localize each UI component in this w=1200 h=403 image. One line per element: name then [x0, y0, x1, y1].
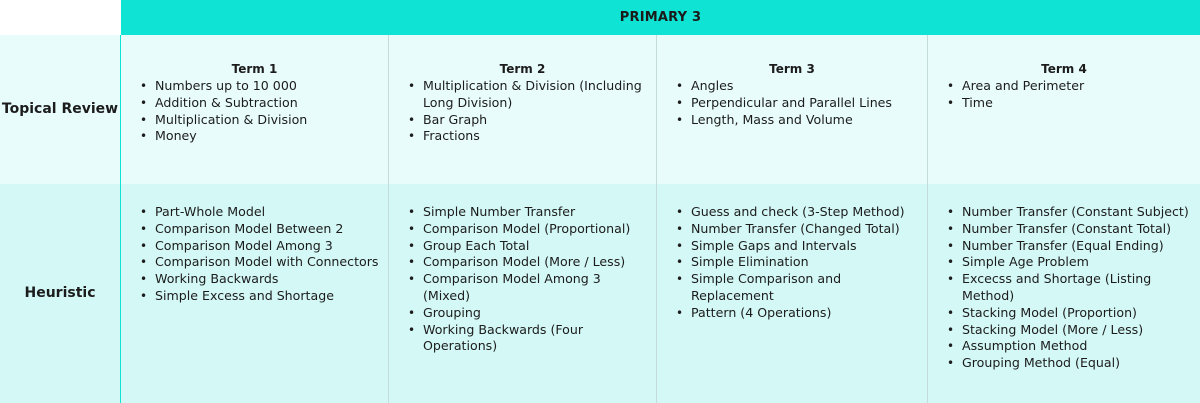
list-item: • Excecss and Shortage (Listing Method)	[946, 271, 1200, 305]
heuristic-list	[946, 204, 1200, 372]
heuristic-term-2-cell	[389, 184, 657, 403]
heuristic-term-4-cell	[928, 184, 1200, 403]
list-item: • Simple Gaps and Intervals	[675, 238, 927, 255]
topic-list	[675, 78, 927, 128]
list-item: • Number Transfer (Constant Total)	[946, 221, 1200, 238]
list-item: • Comparison Model (Proportional)	[407, 221, 656, 238]
list-item: • Stacking Model (Proportion)	[946, 305, 1200, 322]
list-item: • Part-Whole Model	[139, 204, 388, 221]
topic-list	[946, 78, 1200, 112]
list-item: • Number Transfer (Equal Ending)	[946, 238, 1200, 255]
term-title: Term 3	[769, 62, 815, 76]
list-item: • Grouping	[407, 305, 656, 322]
heuristic-list	[675, 204, 927, 322]
list-item: • Simple Age Problem	[946, 254, 1200, 271]
list-item: • Comparison Model with Connectors	[139, 254, 388, 271]
topical-term-1-cell	[121, 35, 389, 184]
list-item: • Multiplication & Division	[139, 112, 388, 129]
list-item: • Comparison Model Among 3	[139, 238, 388, 255]
heuristic-list	[139, 204, 388, 305]
list-item: • Multiplication & Division (Including Long Division)	[407, 78, 656, 112]
topic-list	[139, 78, 388, 145]
topical-term-4-cell	[928, 35, 1200, 184]
list-item: • Area and Perimeter	[946, 78, 1200, 95]
level-banner	[121, 0, 1200, 35]
list-item: • Simple Number Transfer	[407, 204, 656, 221]
list-item: • Numbers up to 10 000	[139, 78, 388, 95]
list-item: • Fractions	[407, 128, 656, 145]
term-title: Term 2	[499, 62, 546, 76]
list-item: • Perpendicular and Parallel Lines	[675, 95, 927, 112]
list-item: • Comparison Model Among 3 (Mixed)	[407, 271, 656, 305]
topical-term-2-cell	[389, 35, 657, 184]
list-item: • Length, Mass and Volume	[675, 112, 927, 129]
topic-list	[407, 78, 656, 145]
term-title: Term 1	[231, 62, 278, 76]
list-item: • Addition & Subtraction	[139, 95, 388, 112]
list-item: • Guess and check (3-Step Method)	[675, 204, 927, 221]
topical-term-3-cell	[657, 35, 928, 184]
heuristic-list	[407, 204, 656, 355]
list-item: • Angles	[675, 78, 927, 95]
list-item: • Money	[139, 128, 388, 145]
row-header-heuristic: Heuristic	[0, 184, 121, 403]
term-title: Term 4	[1041, 62, 1087, 76]
list-item: • Simple Excess and Shortage	[139, 288, 388, 305]
list-item: • Simple Elimination	[675, 254, 927, 271]
list-item: • Simple Comparison and Replacement	[675, 271, 927, 305]
list-item: • Comparison Model Between 2	[139, 221, 388, 238]
heuristic-term-1-cell	[121, 184, 389, 403]
list-item: • Working Backwards	[139, 271, 388, 288]
list-item: • Working Backwards (Four Operations)	[407, 322, 656, 356]
list-item: • Grouping Method (Equal)	[946, 355, 1200, 372]
heuristic-term-3-cell	[657, 184, 928, 403]
list-item: • Stacking Model (More / Less)	[946, 322, 1200, 339]
list-item: • Comparison Model (More / Less)	[407, 254, 656, 271]
table-corner	[0, 0, 121, 35]
list-item: • Bar Graph	[407, 112, 656, 129]
list-item: • Number Transfer (Changed Total)	[675, 221, 927, 238]
list-item: • Assumption Method	[946, 338, 1200, 355]
level-title: PRIMARY 3	[619, 10, 702, 25]
list-item: • Pattern (4 Operations)	[675, 305, 927, 322]
list-item: • Number Transfer (Constant Subject)	[946, 204, 1200, 221]
list-item: • Group Each Total	[407, 238, 656, 255]
row-header-topical-review: Topical Review	[0, 35, 121, 184]
list-item: • Time	[946, 95, 1200, 112]
